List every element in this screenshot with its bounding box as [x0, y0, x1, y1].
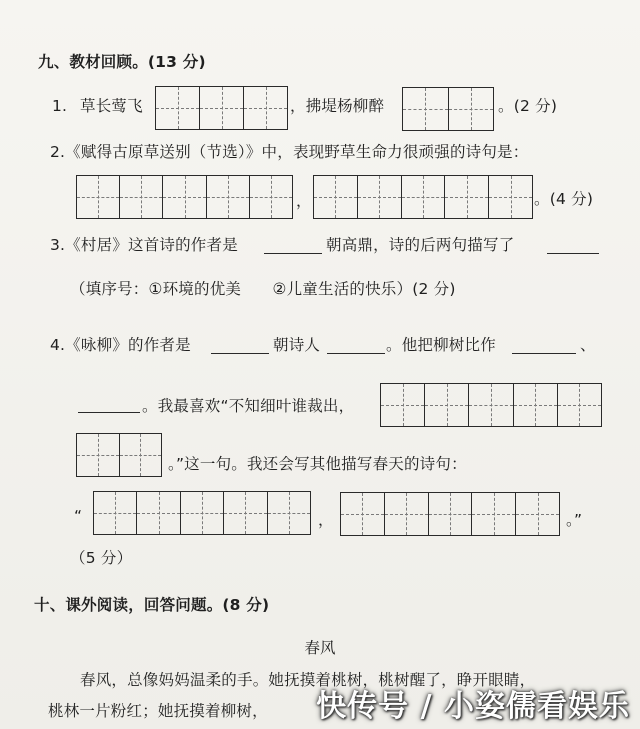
q4-score: （5 分）: [70, 549, 133, 567]
q4-line3: 。”这一句。我还会写其他描写春天的诗句：: [168, 455, 467, 473]
q2-answer-grid-2[interactable]: [313, 175, 533, 219]
q4-line1-a: 4.《咏柳》的作者是: [50, 336, 191, 354]
q4-close: 。”: [566, 511, 583, 529]
watermark-text: 快传号 / 小姿儒看娱乐: [316, 689, 630, 724]
q3-blank-1[interactable]: [264, 237, 322, 254]
q4-answer-grid-3[interactable]: [93, 491, 311, 535]
q3-line1-a: 3.《村居》这首诗的作者是: [50, 236, 238, 254]
q4-blank-2[interactable]: [327, 337, 385, 354]
reading-paragraph-1: 春风，总像妈妈温柔的手。她抚摸着桃树，桃树醒了，睁开眼睛，: [80, 671, 536, 689]
q3-line1-b: 朝高鼎，诗的后两句描写了: [326, 236, 515, 254]
q4-answer-grid-1[interactable]: [380, 383, 602, 427]
q4-blank-1[interactable]: [211, 337, 269, 354]
q1-answer-grid-1[interactable]: [155, 86, 288, 130]
q2-comma: ，: [296, 192, 312, 210]
section-10-title: 十、课外阅读，回答问题。(8 分): [34, 596, 270, 614]
q4-line1-d: 、: [580, 336, 596, 354]
section-9-title: 九、教材回顾。(13 分): [38, 53, 206, 71]
poem-title: 春风: [304, 639, 336, 657]
q4-line2: 。我最喜欢“不知细叶谁裁出，: [142, 397, 355, 415]
q1-prefix: 草长莺飞: [80, 97, 143, 115]
q4-line1-c: 。他把柳树比作: [386, 336, 496, 354]
q3-blank-2[interactable]: [547, 237, 599, 254]
q4-blank-3[interactable]: [512, 337, 576, 354]
q2-score: 。(4 分): [534, 190, 594, 208]
q4-line1-b: 朝诗人: [273, 336, 321, 354]
q1-middle: ，拂堤杨柳醉: [290, 97, 385, 115]
q4-answer-grid-4[interactable]: [340, 492, 560, 536]
q1-suffix: 。(2 分): [498, 97, 558, 115]
q4-comma: ，: [318, 511, 334, 529]
q2-text: 2.《赋得古原草送别（节选）》中，表现野草生命力很顽强的诗句是：: [50, 143, 529, 161]
q2-answer-grid-1[interactable]: [76, 175, 293, 219]
q4-open-quote: “: [74, 507, 83, 525]
q1-answer-grid-2[interactable]: [402, 87, 494, 131]
q4-blank-4[interactable]: [78, 396, 140, 413]
q1-number: 1.: [52, 97, 68, 115]
q4-answer-grid-2[interactable]: [76, 433, 162, 477]
reading-paragraph-2: 桃林一片粉红；她抚摸着柳树，: [48, 702, 268, 720]
q3-line2: （填序号：①环境的优美 ②儿童生活的快乐）(2 分): [70, 280, 456, 298]
